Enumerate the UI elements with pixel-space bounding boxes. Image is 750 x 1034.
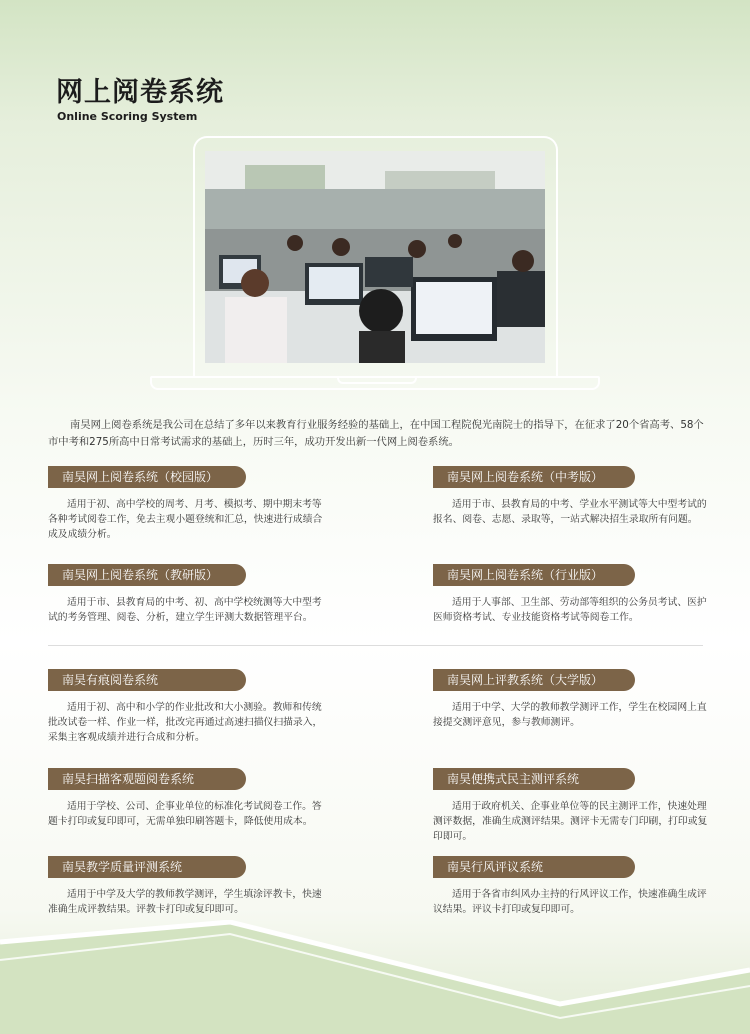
section-title: 南昊教学质量评测系统: [48, 856, 246, 878]
section-university-evaluation: [433, 669, 713, 730]
section-highschool-entrance: [433, 466, 713, 527]
section-description: 适用于初、高中学校的周考、月考、模拟考、期中期末考等各种考试阅卷工作，免去主观小题登统和汇总，快速进行成绩合成及成绩分析。: [48, 499, 323, 540]
section-description: 适用于中学及大学的教师教学测评，学生填涂评教卡，快速准确生成评教结果。评教卡打印或复印即可。: [48, 889, 322, 915]
section-description: 适用于市、县教育局的中考、学业水平测试等大中型考试的报名、阅卷、志愿、录取等，一站式解决招生录取所有问题。: [433, 499, 707, 525]
section-campus: [48, 466, 328, 542]
section-title: 南昊网上阅卷系统（校园版）: [48, 466, 246, 488]
section-description: 适用于学校、公司、企事业单位的标准化考试阅卷工作。答题卡打印或复印即可，无需单独印刷答题卡，降低使用成本。: [48, 801, 322, 827]
section-trace-marking: [48, 669, 328, 745]
section-description: 适用于中学、大学的教师教学测评工作，学生在校园网上直接提交测评意见，参与教师测评。: [433, 702, 707, 728]
section-title: 南昊扫描客观题阅卷系统: [48, 768, 246, 790]
section-title: 南昊网上阅卷系统（教研版）: [48, 564, 246, 586]
footer-wave-decoration: [0, 920, 750, 1034]
section-objective-scan: [48, 768, 328, 829]
section-title: 南昊有痕阅卷系统: [48, 669, 246, 691]
section-description: 适用于政府机关、企事业单位等的民主测评工作，快速处理测评数据，准确生成测评结果。测评卡无需专门印刷，打印或复印即可。: [433, 801, 708, 842]
section-teaching-quality: [48, 856, 328, 917]
section-conduct-review: [433, 856, 713, 917]
section-title: 南昊行风评议系统: [433, 856, 635, 878]
section-title: 南昊便携式民主测评系统: [433, 768, 635, 790]
section-description: 适用于各省市纠风办主持的行风评议工作，快速准确生成评议结果。评议卡打印或复印即可。: [433, 889, 707, 915]
page-title: 网上阅卷系统: [56, 77, 224, 108]
intro-paragraph: 南昊网上阅卷系统是我公司在总结了多年以来教育行业服务经验的基础上，在中国工程院倪光南院士的指导下，在征求了20个省高考、58个市中考和275所高中日常考试需求的基础上，历时三年，成功开发出新一代网上阅卷系统。: [48, 419, 704, 448]
section-industry: [433, 564, 713, 625]
section-title: 南昊网上阅卷系统（中考版）: [433, 466, 635, 488]
section-description: 适用于市、县教育局的中考、初、高中学校统测等大中型考试的考务管理、阅卷、分析，建立学生评测大数据管理平台。: [48, 597, 322, 623]
section-divider: [48, 645, 703, 646]
section-description: 适用于人事部、卫生部、劳动部等组织的公务员考试、医护医师资格考试、专业技能资格考试等阅卷工作。: [433, 597, 707, 623]
page-subtitle: Online Scoring System: [57, 110, 198, 123]
section-description: 适用于初、高中和小学的作业批改和大小测验。教师和传统批改试卷一样、作业一样，批改完再通过高速扫描仪扫描录入，采集主客观成绩并进行合成和分析。: [48, 702, 323, 743]
section-title: 南昊网上阅卷系统（行业版）: [433, 564, 635, 586]
exam-room-photo: [205, 151, 545, 363]
laptop-base: [150, 376, 600, 390]
section-research: [48, 564, 328, 625]
section-portable-democratic: [433, 768, 713, 844]
section-title: 南昊网上评教系统（大学版）: [433, 669, 635, 691]
